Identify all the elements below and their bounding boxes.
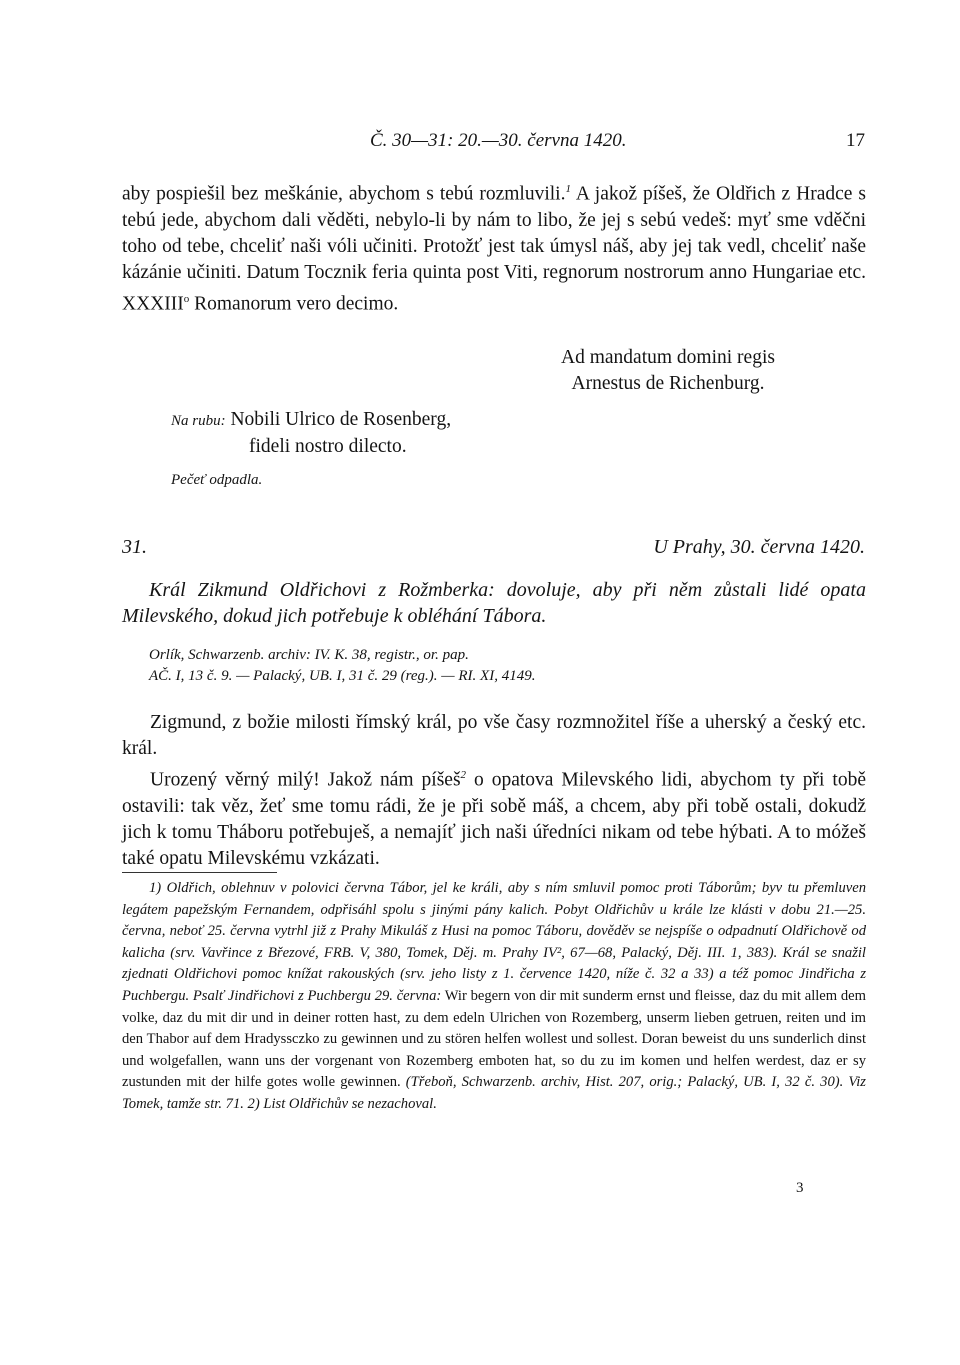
document-number: 31. (122, 536, 147, 558)
letter-intitulation: Zigmund, z božie milosti římský král, po vše časy rozmnožitel říše a uherský a český etc. král. (122, 712, 866, 759)
source-line-1: Orlík, Schwarzenb. archiv: IV. K. 38, registr., or. pap. (149, 647, 469, 663)
letter-continuation (122, 176, 866, 317)
letter-body-text-1: Urozený věrný milý! Jakož nám píšeš (150, 769, 461, 791)
footnote-separator (122, 872, 277, 873)
footnote-1-source: (Třeboň, Schwarzenb. archiv, Hist. 207, orig.; Palacký, UB. I, 32 č. 30). Viz Tomek, tamže str. 71. (122, 1074, 866, 1112)
continuation-text-2: A jakož píšeš, že Oldřich z Hradce s tebú jede, abychom dali věděti, nebylo-li by nám to libo, že jej s sebú vedeš: myť sme vděčni toho od tebe, chceliť naši vóli učiniti. Protožť jest tak úmysl náš, aby jej tak vedl, chceliť naše kázánie učiniti. Datum Tocznik feria quinta post Viti, regnorum nostrorum anno Hungariae etc. XXXIII (122, 183, 866, 314)
signature-line-2: Arnestus de Richenburg. (571, 373, 765, 394)
page-number: 17 (846, 130, 865, 151)
running-title: Č. 30—31: 20.—30. června 1420. (370, 130, 627, 151)
seal-note: Pečeť odpadla. (171, 472, 263, 488)
ordinal-marker: o (183, 292, 190, 305)
footnote-1 (122, 878, 866, 1116)
continuation-paragraph (122, 176, 866, 317)
place-date: U Prahy, 30. června 1420. (653, 536, 865, 558)
continuation-text-1: aby pospiešil bez meškánie, abychom s tebú rozmluvili. (122, 183, 566, 205)
sheet-signature: 3 (796, 1180, 804, 1196)
running-header (121, 130, 865, 160)
footnote-ref-1: 1 (565, 183, 571, 195)
regest (122, 577, 866, 629)
continuation-text-3: Romanorum vero decimo. (189, 293, 399, 314)
regest-text: Král Zikmund Oldřichovi z Rožmberka: dovoluje, aby při něm zůstali lidé opata Milevského, dokud jich potřebuje k obléhání Tábora. (122, 579, 866, 627)
chancery-signature (518, 345, 818, 397)
letter-text (122, 710, 866, 872)
footnote-1-german: Wir begern von dir mit sunderm ernst und fleisse, daz du mit allem dem volke, daz du mit dir und in deiner rotten hast, zu dem edeln Ulrichen von Rozemberg, unserm lieben getruen, reiten und im den Thabor auf dem Hradyssczko zu gewinnen und zu stören helfen wollest und sollest. Doran beweist du uns sunderlich dinst und wolgefallen, wann uns der vorgenant von Rozemberg emboten hat, so du zu im komen und helfen werdest, daz er sy zustunden mit der hilfe gotes wolle gewinnen. (122, 987, 866, 1091)
footnote-1-czech: 1) Oldřich, oblehnuv v polovici června Tábor, jel ke králi, aby s ním smluvil pomoc proti Táborům; byv tu přemluven legátem papežským Fernandem, odpřisáhl spolu s jinými pány kalich. Pobyt Oldřichův u krále lze klásti v dobu 21.—25. června, neboť 25. června vytrhl již z Prahy Mikuláš z Husi na pomoc Táboru, dověděv se nejspíše o odpadnutí Oldřichově od kalicha (srv. Vavřince z Březové, FRB. V, 380, Tomek, Děj. m. Prahy IV², 67—68, Palacký, Děj. III. 1, 383). Král se snažil zjednati Oldřichovi pomoc knížat rakouských (srv. jeho listy z 1. července 1420, níže č. 32 a 33) a též pomoc Jindřicha z Puchbergu. Psalť Jindřichovi z Puchbergu 29. června: (122, 880, 866, 1004)
endorsement-line-1: Nobili Ulrico de Rosenberg, (230, 409, 452, 430)
source-line-2: AČ. I, 13 č. 9. — Palacký, UB. I, 31 č. 29 (reg.). — RI. XI, 4149. (149, 668, 536, 684)
letter-body-text-2: o opatova Milevského lidi, abychom ty při tobě ostavili: tak věz, žeť sme tomu rádi, že je při sobě máš, a chcem, aby při tobě ostali, dokudž jich k tomu Tháboru potřebuješ, a nemajíť jich naši úředníci nikam od tebe hýbati. A to móžeš také opatu Milevskému vzkázati. (122, 769, 866, 869)
source-references (149, 645, 535, 687)
footnote-ref-2: 2 (460, 769, 467, 781)
letter-body (122, 762, 866, 872)
footnotes (122, 878, 866, 1116)
endorsement-line-2: fideli nostro dilecto. (249, 436, 407, 457)
signature-line-1: Ad mandatum domini regis (561, 347, 775, 368)
endorsement (171, 407, 571, 460)
footnote-2: 2) List Oldřichův se nezachoval. (243, 1095, 437, 1112)
endorsement-label: Na rubu: (171, 413, 226, 429)
